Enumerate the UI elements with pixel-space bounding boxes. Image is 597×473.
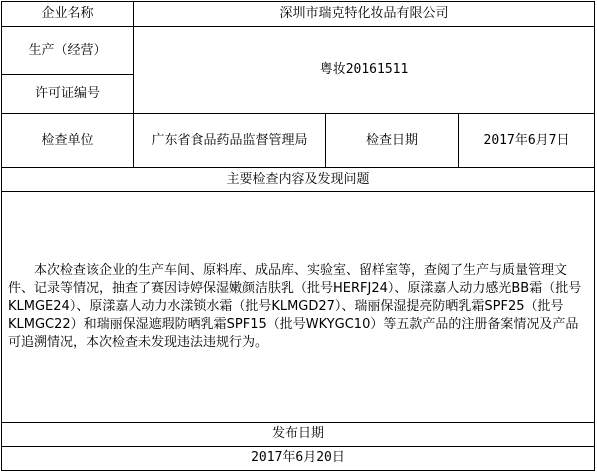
inspection-unit-label: 检查单位 bbox=[2, 114, 134, 168]
findings-text-cell bbox=[2, 192, 595, 422]
inspection-report-table bbox=[1, 1, 595, 471]
publication-date-value: 2017年6月20日 bbox=[2, 446, 595, 470]
license-label-line2: 许可证编号 bbox=[2, 75, 134, 114]
enterprise-name-label: 企业名称 bbox=[2, 2, 134, 27]
inspection-unit-value: 广东省食品药品监督管理局 bbox=[134, 114, 326, 168]
findings-heading: 主要检查内容及发现问题 bbox=[2, 168, 595, 192]
license-number-value: 粤妆20161511 bbox=[134, 27, 595, 114]
inspection-date-label: 检查日期 bbox=[326, 114, 459, 168]
inspection-date-value: 2017年6月7日 bbox=[459, 114, 595, 168]
publication-date-label: 发布日期 bbox=[2, 422, 595, 446]
findings-text: 本次检查该企业的生产车间、原料库、成品库、实验室、留样室等，查阅了生产与质量管理文件、记录等情况，抽查了赛因诗婷保湿嫩颜洁肤乳（批号HERFJ24）、原漾嘉人动力感光BB霜（批号KLMGE24）、原漾嘉人动力水漾锁水霜（批号KLMGD27）、瑞丽保湿提亮防晒乳霜SPF25（批号KLMGC22）和瑞丽保湿遮瑕防晒乳霜SPF15（批号WKYGC10）等五款产品的注册备案情况及产品可追溯情况，本次检查未发现违法违规行为。 bbox=[8, 263, 582, 351]
license-label-line1: 生产（经营） bbox=[2, 27, 134, 75]
enterprise-name-value: 深圳市瑞克特化妆品有限公司 bbox=[134, 2, 595, 27]
